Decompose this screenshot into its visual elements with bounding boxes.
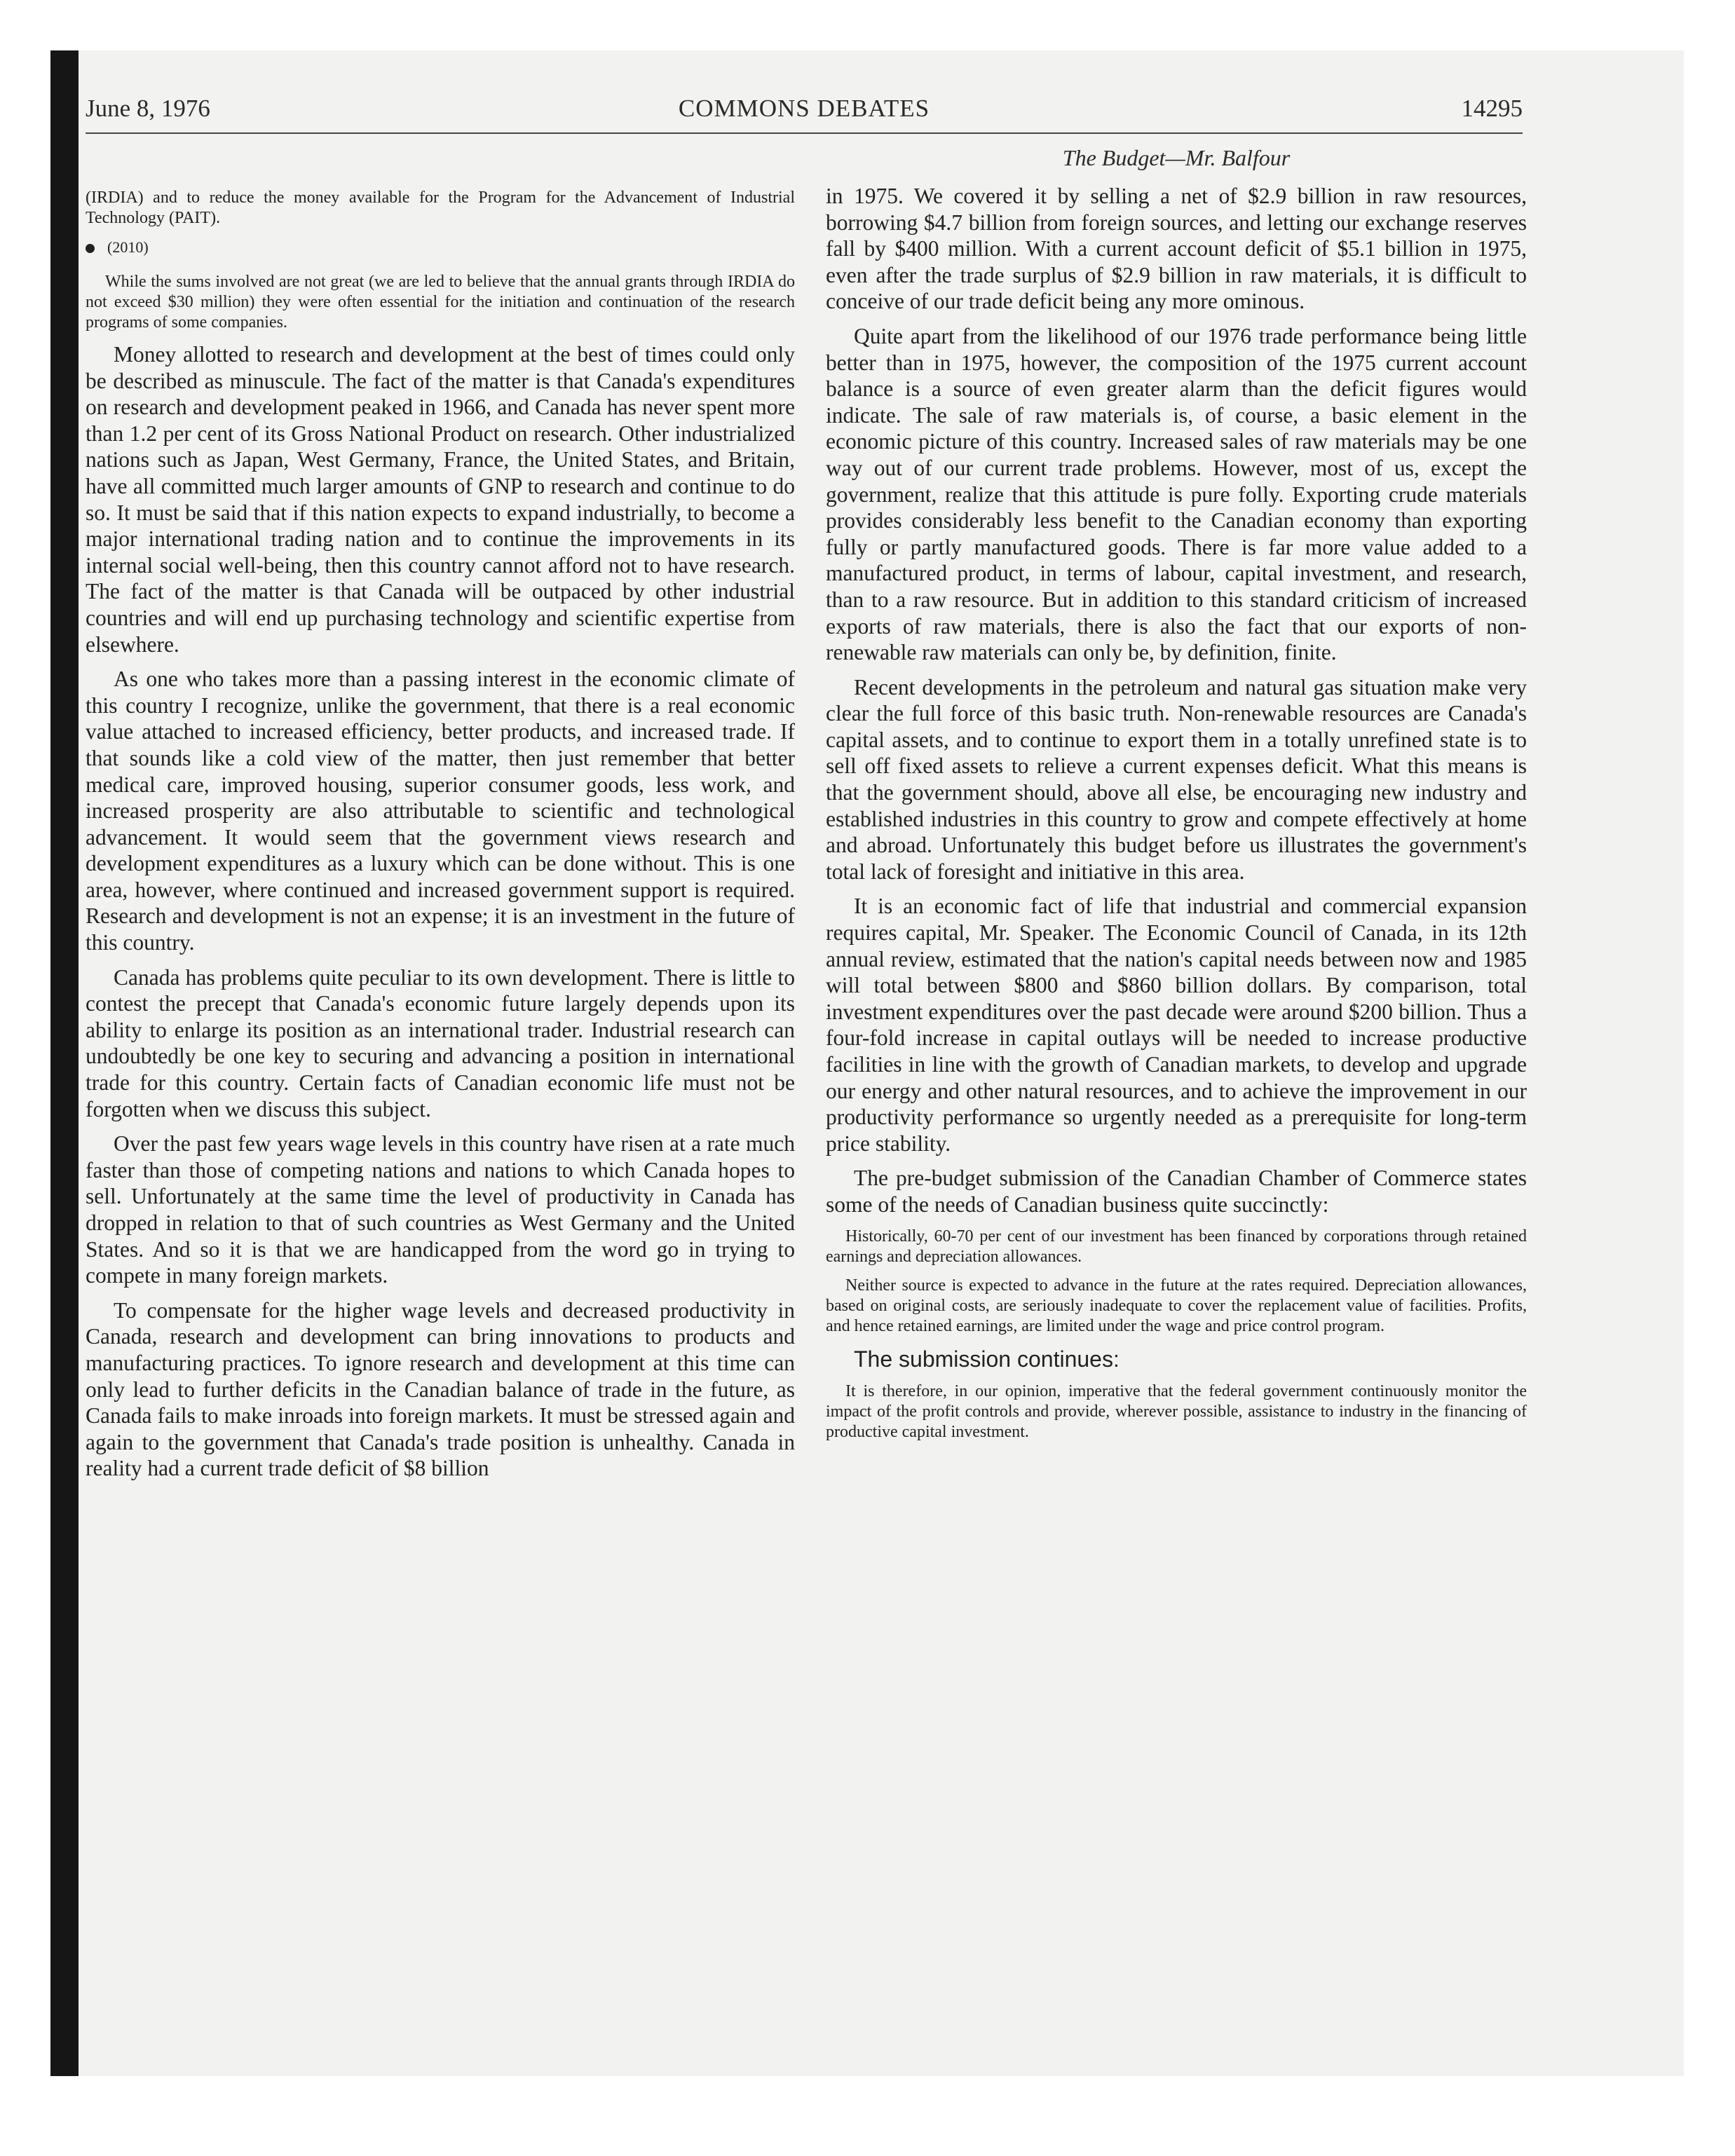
quote-paragraph: It is therefore, in our opinion, imperative that the federal government continuously monitor the impact of the profit controls and provide, wherever possible, assistance to industry in the financing of productive capital investment. [826, 1381, 1527, 1441]
header-page-number: 14295 [1461, 95, 1523, 122]
time-marker-text: (2010) [107, 238, 149, 256]
header-date: June 8, 1976 [86, 95, 210, 122]
paragraph: As one who takes more than a passing interest in the economic climate of this country I recognize, unlike the government, that there is a real economic value attached to increased efficiency, better products, and increased trade. If that sounds like a cold view of the matter, then just remember that better medical care, improved housing, superior consumer goods, less work, and increased prosperity are also attributable to scientific and technological advancement. It would seem that the government views research and development expenditures as a luxury which can be done without. This is one area, however, where continued and increased government support is required. Research and development is not an expense; it is an investment in the future of this country. [86, 667, 795, 955]
right-quote-block [826, 1227, 1527, 1337]
quote-paragraph: Historically, 60-70 per cent of our investment has been financed by corporations through retained earnings and depreciation allowances. [826, 1227, 1527, 1266]
left-quote-block [86, 188, 795, 228]
quote-paragraph: Neither source is expected to advance in the future at the rates required. Depreciation allowances, based on original costs, are seriously inadequate to cover the replacement value of facilities. Profits, and hence retained earnings, are limited under the wage and price control program. [826, 1276, 1527, 1335]
time-marker [86, 237, 795, 258]
left-body [86, 341, 795, 1482]
paragraph: It is an economic fact of life that industrial and commercial expansion requires capital, Mr. Speaker. The Economic Council of Canada, in its 12th annual review, estimated that the nation's capital needs between now and 1985 will total between $800 and $860 billion dollars. By comparison, total investment expenditures over the past decade were around $200 billion. Thus a four-fold increase in capital outlays will be needed to increase productive facilities in line with the growth of Canadian markets, to develop and upgrade our energy and other natural resources, and to achieve the improvement in our productivity performance so urgently needed as a prerequisite for long-term price stability. [826, 894, 1527, 1156]
running-head: The Budget—Mr. Balfour [1062, 145, 1291, 170]
paragraph: Recent developments in the petroleum and natural gas situation make very clear the full force of this basic truth. Non-renewable resources are Canada's capital assets, and to continue to export them in a totally unrefined state is to sell off fixed assets to relieve a current expenses deficit. What this means is that the government should, above all else, be encouraging new industry and established industries in this country to grow and compete effectively at home and abroad. Unfortunately this budget before us illustrates the government's total lack of foresight and initiative in this area. [826, 674, 1527, 884]
paragraph-continuation: in 1975. We covered it by selling a net of $2.9 billion in raw resources, borrowing $4.7 billion from foreign sources, and letting our exchange reserves fall by $400 million. With a current account deficit of $5.1 billion in 1975, even after the trade surplus of $2.9 billion in raw materials, it is difficult to conceive of our trade deficit being any more ominous. [826, 184, 1527, 314]
left-quote-block-2 [86, 272, 795, 333]
lead-in: The submission continues: [854, 1346, 1120, 1372]
paragraph: To compensate for the higher wage levels and decreased productivity in Canada, research and development can bring innovations to products and manufacturing practices. To ignore research and development at this time can only lead to further deficits in the Canadian balance of trade in the future, as Canada fails to make inroads into foreign markets. It must be stressed again and again to the government that Canada's trade position is unhealthy. Canada in reality had a current trade deficit of $8 billion [86, 1297, 795, 1481]
page-header [86, 88, 1523, 134]
header-title: COMMONS DEBATES [678, 95, 930, 122]
paragraph: Money allotted to research and development at the best of times could only be described as minuscule. The fact of the matter is that Canada's expenditures on research and development peaked in 1966, and Canada has never spent more than 1.2 per cent of its Gross National Product on research. Other industrialized nations such as Japan, West Germany, France, the United States, and Britain, have all committed much larger amounts of GNP to research and continue to do so. It must be said that if this nation expects to expand industrially, to become a major international trading nation and to continue the improvements in its internal social well-being, then this country cannot afford not to have research. The fact of the matter is that Canada will be outpaced by other industrial countries and will end up purchasing technology and scientific expertise from elsewhere. [86, 342, 795, 657]
right-final-quote-block [826, 1381, 1527, 1442]
paragraph: The pre-budget submission of the Canadian Chamber of Commerce states some of the needs of Canadian business quite succinctly: [826, 1166, 1527, 1217]
right-body [826, 183, 1527, 1218]
paragraph: Quite apart from the likelihood of our 1976 trade performance being little better than in 1975, however, the composition of the 1975 current account balance is a source of even greater alarm than the deficit figures would indicate. The sale of raw materials is, of course, a basic element in the economic picture of this country. Increased sales of raw materials may be one way out of our current trade problems. However, most of us, except the government, realize that this attitude is pure folly. Exporting crude materials provides considerably less benefit to the Canadian economy than exporting fully or partly manufactured goods. There is far more value added to a manufactured product, in terms of labour, capital investment, and research, than to a raw resource. But in addition to this standard criticism of increased exports of raw materials, there is also the fact that our exports of non-renewable raw materials can only be, by definition, finite. [826, 323, 1527, 665]
left-column [86, 188, 795, 1490]
paragraph: Canada has problems quite peculiar to its own development. There is little to contest the precept that Canada's economic future largely depends upon its ability to enlarge its position as an international trader. Industrial research can undoubtedly be one key to securing and advancing a position in international trade for this country. Certain facts of Canadian economic life must not be forgotten when we discuss this subject. [86, 964, 795, 1121]
paragraph: Over the past few years wage levels in this country have risen at a rate much faster than those of competing nations and nations to which Canada hopes to sell. Unfortunately at the same time the level of productivity in Canada has dropped in relation to that of such countries as West Germany and the United States. And so it is that we are handicapped from the word go in trying to compete in many foreign markets. [86, 1131, 795, 1288]
quote-paragraph: While the sums involved are not great (we are led to believe that the annual grants through IRDIA do not exceed $30 million) they were often essential for the initiation and continuation of the research programs of some companies. [86, 273, 795, 332]
scan-edge [50, 50, 79, 2076]
bullet-icon [86, 244, 95, 253]
quote-continuation: (IRDIA) and to reduce the money available for the Program for the Advancement of Industrial Technology (PAIT). [86, 189, 795, 227]
right-column [826, 144, 1527, 1451]
